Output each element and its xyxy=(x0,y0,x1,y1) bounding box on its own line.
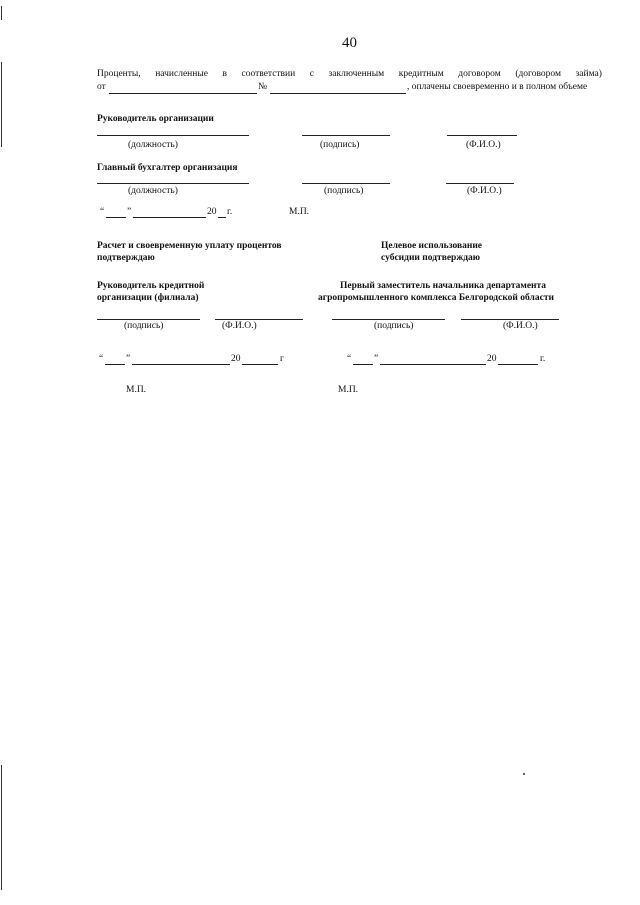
stamp-left: М.П. xyxy=(126,385,147,395)
date-right-open-quote: “ xyxy=(347,354,352,364)
bank-head-name-caption: (Ф.И.О.) xyxy=(222,321,257,331)
left-confirm-line-2: подтверждаю xyxy=(97,253,155,263)
date-left-year-prefix: 20 xyxy=(231,354,241,364)
statement-word: Проценты, xyxy=(97,69,141,79)
accountant-name-field[interactable] xyxy=(446,183,514,184)
date-right-year-prefix: 20 xyxy=(487,354,497,364)
statement-word: в xyxy=(222,69,227,79)
contract-number-field[interactable] xyxy=(270,93,406,94)
right-confirm-line-2: субсидии подтверждаю xyxy=(381,253,481,263)
date-right-year-suffix: г. xyxy=(540,354,546,364)
date1-close-quote: ” xyxy=(127,207,132,217)
accountant-position-caption: (должность) xyxy=(128,186,178,196)
date1-stamp: М.П. xyxy=(289,207,310,217)
date1-year-prefix: 20 xyxy=(207,207,217,217)
head-signature-caption: (подпись) xyxy=(320,140,360,150)
statement-word: договором xyxy=(458,69,501,79)
right-confirm-line-1: Целевое использование xyxy=(381,241,483,251)
date-left-year-field[interactable] xyxy=(242,364,278,365)
scan-edge-mark-top xyxy=(1,6,2,20)
head-signature-field[interactable] xyxy=(302,135,390,136)
accountant-signature-field[interactable] xyxy=(302,183,390,184)
statement-number-label: № xyxy=(258,82,268,92)
statement-line-1 xyxy=(97,69,602,79)
deputy-name-field[interactable] xyxy=(461,319,559,320)
bank-head-name-field[interactable] xyxy=(215,319,303,320)
accountant-title: Главный бухгалтер организация xyxy=(97,163,238,173)
deputy-line-2: агропромышленного комплекса Белгородской области xyxy=(318,293,554,303)
date-left-day-field[interactable] xyxy=(105,364,125,365)
head-position-field[interactable] xyxy=(97,135,249,136)
statement-word: соответствии xyxy=(241,69,296,79)
statement-word: (договором xyxy=(515,69,561,79)
deputy-signature-field[interactable] xyxy=(332,319,445,320)
statement-word: с xyxy=(309,69,314,79)
deputy-signature-caption: (подпись) xyxy=(374,321,414,331)
date-right-year-field[interactable] xyxy=(498,364,538,365)
date1-year-suffix: г. xyxy=(227,207,233,217)
statement-word: заключенным xyxy=(328,69,385,79)
date-left-open-quote: “ xyxy=(99,354,104,364)
date-left-year-suffix: г xyxy=(280,354,284,364)
head-name-field[interactable] xyxy=(447,135,517,136)
deputy-name-caption: (Ф.И.О.) xyxy=(503,321,538,331)
date1-year-field[interactable] xyxy=(218,217,226,218)
accountant-position-field[interactable] xyxy=(97,183,249,184)
statement-from-label: от xyxy=(97,82,106,92)
accountant-signature-caption: (подпись) xyxy=(324,186,364,196)
scan-edge-mark-upper xyxy=(1,62,2,147)
statement-word: займа) xyxy=(575,69,602,79)
accountant-name-caption: (Ф.И.О.) xyxy=(467,186,502,196)
bank-head-signature-field[interactable] xyxy=(97,319,200,320)
date-left-month-field[interactable] xyxy=(132,364,230,365)
left-confirm-line-1: Расчет и своевременную уплату процентов xyxy=(97,241,282,251)
date-right-month-field[interactable] xyxy=(380,364,486,365)
date1-open-quote: “ xyxy=(100,207,105,217)
bank-head-signature-caption: (подпись) xyxy=(124,321,164,331)
statement-tail: , оплачены своевременно и в полном объеме xyxy=(407,82,588,92)
deputy-line-1: Первый заместитель начальника департамента xyxy=(340,281,547,291)
contract-date-field[interactable] xyxy=(109,93,257,94)
page-number: 40 xyxy=(342,35,357,51)
statement-word: кредитным xyxy=(398,69,444,79)
bank-head-line-1: Руководитель кредитной xyxy=(97,281,205,291)
bank-head-line-2: организации (филиала) xyxy=(97,293,199,303)
date-right-day-field[interactable] xyxy=(353,364,373,365)
stamp-right: М.П. xyxy=(338,385,359,395)
head-title: Руководитель организации xyxy=(97,114,214,124)
date-left-close-quote: ” xyxy=(126,354,131,364)
statement-word: начисленные xyxy=(155,69,208,79)
scan-edge-mark-lower xyxy=(1,765,2,890)
date1-day-field[interactable] xyxy=(106,217,126,218)
date-right-close-quote: ” xyxy=(374,354,379,364)
scan-speck xyxy=(523,773,525,775)
date1-month-field[interactable] xyxy=(133,217,206,218)
head-position-caption: (должность) xyxy=(128,140,178,150)
head-name-caption: (Ф.И.О.) xyxy=(466,140,501,150)
